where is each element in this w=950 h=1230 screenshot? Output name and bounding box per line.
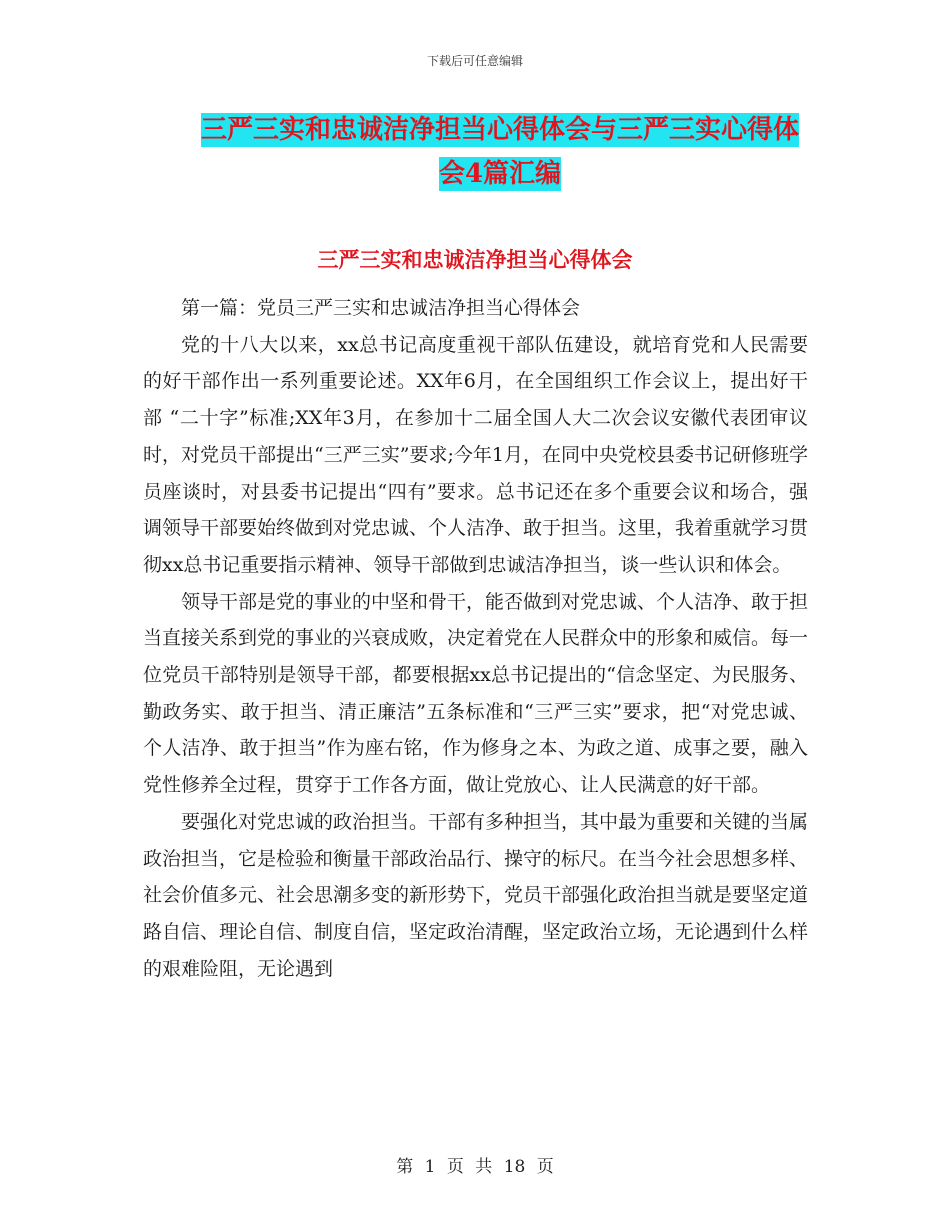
- paragraph: 党的十八大以来，xx总书记高度重视干部队伍建设，就培育党和人民需要的好干部作出一系列重要论述。XX年6月，在全国组织工作会议上，提出好干部 “二十字”标准;XX年3月，在参加十二届全国人大二次会议安徽代表团审议时，对党员干部提出“三严三实”要求;今年1月，在同中央党校县委书记研修班学员座谈时，对县委书记提出“四有”要求。总书记还在多个重要会议和场合，强调领导干部要始终做到对党忠诚、个人洁净、敢于担当。这里，我着重就学习贯彻xx总书记重要指示精神、领导干部做到忠诚洁净担当，谈一些认识和体会。: [143, 333, 809, 576]
- paragraph: 要强化对党忠诚的政治担当。干部有多种担当，其中最为重要和关键的当属政治担当，它是检验和衡量干部政治品行、操守的标尺。在当今社会思想多样、社会价值多元、社会思潮多变的新形势下，党员干部强化政治担当就是要坚定道路自信、理论自信、制度自信，坚定政治清醒，坚定政治立场，无论遇到什么样的艰难险阻，无论遇到: [143, 810, 809, 980]
- document-title-line-2: 会4篇汇编: [438, 159, 562, 189]
- page-footer: 第 1 页 共 18 页: [396, 1157, 554, 1177]
- paragraph: 领导干部是党的事业的中坚和骨干，能否做到对党忠诚、个人洁净、敢于担当直接关系到党的事业的兴衰成败，决定着党在人民群众中的形象和威信。每一位党员干部特别是领导干部，都要根据xx总书记提出的“信念坚定、为民服务、勤政务实、敢于担当、清正廉洁”五条标准和“三严三实”要求，把“对党忠诚、个人洁净、敢于担当”作为座右铭，作为修身之本、为政之道、成事之要，融入党性修养全过程，贯穿于工作各方面，做让党放心、让人民满意的好干部。: [143, 590, 809, 797]
- body-text: [143, 290, 808, 987]
- paragraph: 第一篇：党员三严三实和忠诚洁净担当心得体会: [181, 297, 581, 319]
- page-header: 下载后可任意编辑: [426, 54, 523, 68]
- section-heading: 三严三实和忠诚洁净担当心得体会: [317, 247, 633, 272]
- document-title-line-1: 三严三实和忠诚洁净担当心得体会与三严三实心得体: [200, 115, 799, 145]
